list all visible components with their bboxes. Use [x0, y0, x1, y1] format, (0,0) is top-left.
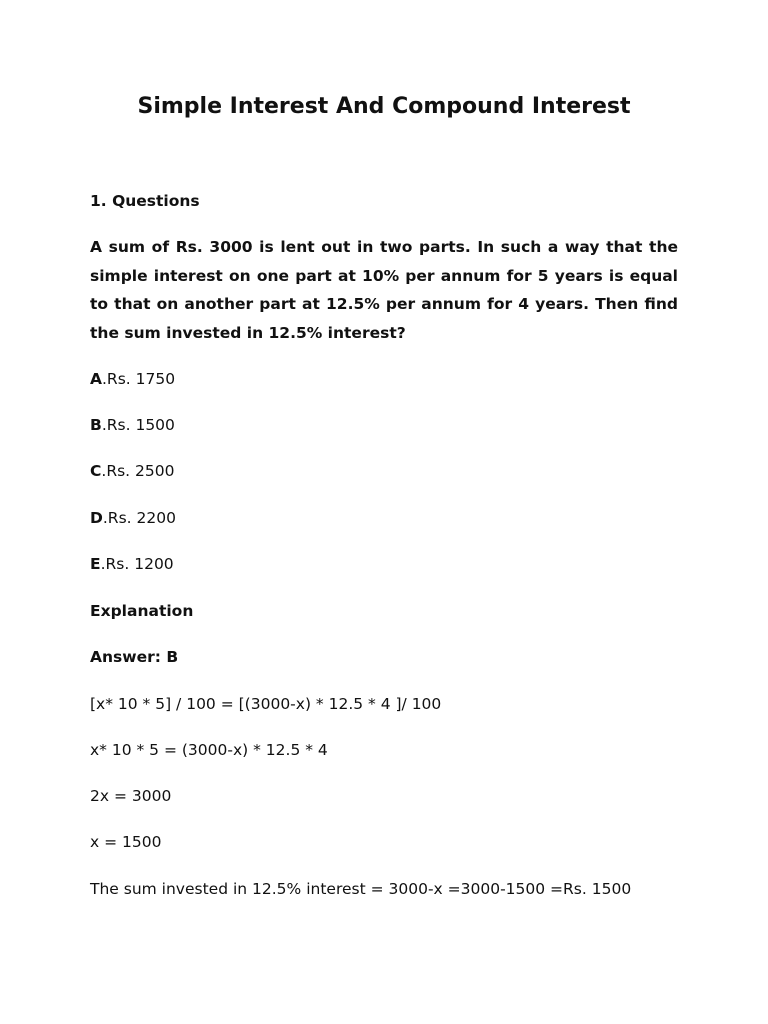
option-b-letter: B [90, 416, 102, 434]
section-heading: 1. Questions [90, 192, 200, 210]
step-1: [x* 10 * 5] / 100 = [(3000-x) * 12.5 * 4 ]/ 100 [90, 695, 442, 713]
option-a [90, 365, 678, 393]
option-a-letter: A [90, 370, 102, 388]
step-5: The sum invested in 12.5% interest = 3000-x =3000-1500 =Rs. 1500 [90, 880, 632, 898]
option-b-text: .Rs. 1500 [101, 416, 175, 434]
step-3: 2x = 3000 [90, 787, 172, 805]
option-d-letter: D [90, 509, 103, 527]
option-c-text: .Rs. 2500 [101, 462, 175, 480]
option-b [90, 411, 678, 439]
explanation-heading: Explanation [90, 602, 194, 620]
answer-line: Answer: B [90, 648, 179, 666]
option-a-text: .Rs. 1750 [102, 370, 176, 388]
option-e-letter: E [90, 555, 101, 573]
option-d-text: .Rs. 2200 [102, 509, 176, 527]
option-d [90, 504, 678, 532]
step-4: x = 1500 [90, 833, 162, 851]
option-c [90, 457, 678, 485]
document-title: Simple Interest And Compound Interest [137, 94, 631, 119]
option-e-text: .Rs. 1200 [100, 555, 174, 573]
step-2: x* 10 * 5 = (3000-x) * 12.5 * 4 [90, 741, 328, 759]
option-e [90, 550, 678, 578]
option-c-letter: C [90, 462, 102, 480]
question-text: A sum of Rs. 3000 is lent out in two parts. In such a way that the simple interest on one part at 10% per annum for 5 years is equal to that on another part at 12.5% per annum for 4 years. Then find the sum invested in 12.5% interest? [90, 238, 678, 342]
